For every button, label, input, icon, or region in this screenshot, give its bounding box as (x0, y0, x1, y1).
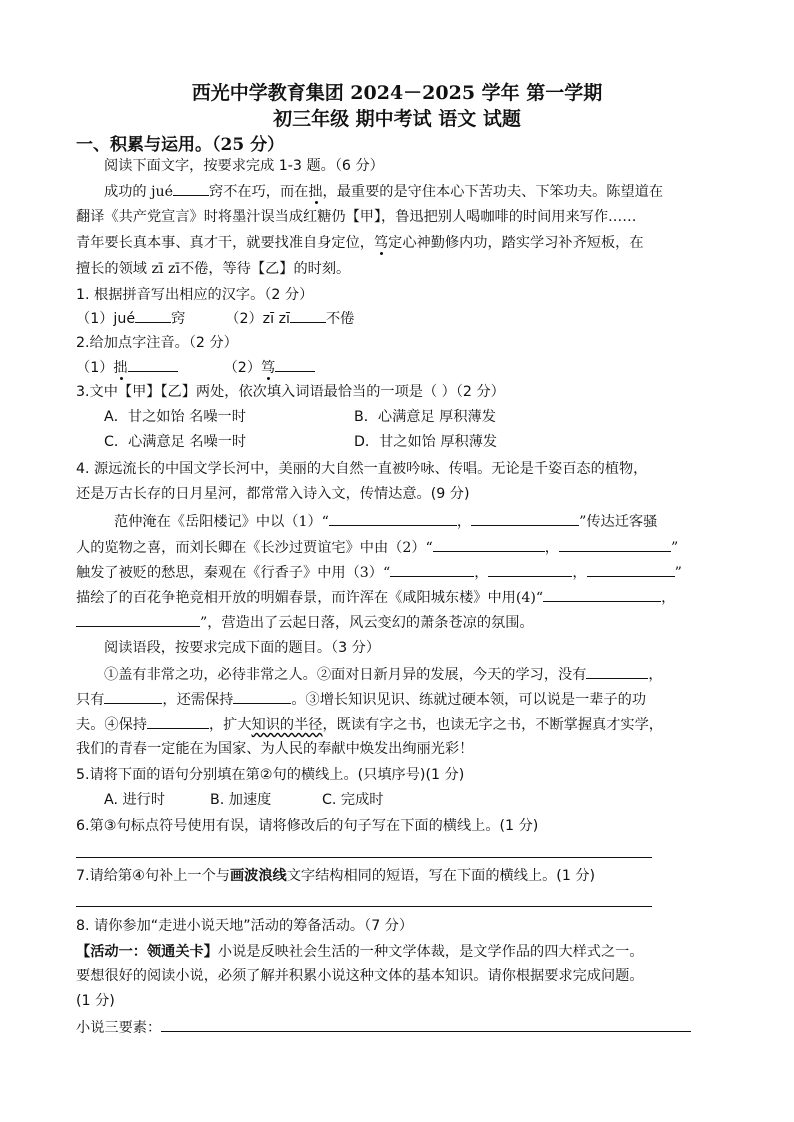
q3-option-d[interactable]: D．甘之如饴 厚积薄发 (354, 434, 498, 450)
answer-blank[interactable] (147, 714, 209, 729)
answer-blank[interactable] (161, 1017, 691, 1032)
q8-answer-row (76, 1017, 691, 1038)
q3-option-a[interactable]: A．甘之如饴 名噪一时 (104, 409, 246, 425)
answer-blank[interactable] (586, 664, 648, 679)
answer-blank[interactable] (433, 537, 545, 552)
text-run: ， (648, 667, 663, 683)
q2-stem: 2.给加点字注音。（2 分） (76, 335, 238, 351)
answer-blank[interactable] (559, 537, 671, 552)
answer-label: 小说三要素： (76, 1020, 162, 1036)
dotted-char: 笃 (261, 360, 276, 376)
dotted-char: 拙 (113, 360, 128, 376)
q8-stem: 8. 请你参加“走进小说天地”活动的筹备活动。（7 分） (76, 918, 414, 934)
answer-blank[interactable] (173, 181, 209, 196)
text-run: 。③增长知识见识、练就过硬本领，可以说是一辈子的功 (291, 692, 647, 708)
text-run: ，扩大 (208, 717, 252, 733)
answer-blank[interactable] (390, 562, 474, 577)
text-run: 窍不在巧，而在 (209, 184, 309, 200)
q5-option-c[interactable]: C. 完成时 (322, 792, 384, 808)
text-run: 描绘了的百花争艳竞相开放的明媚春景，而许浑在《咸阳城东楼》中用(4)“ (76, 590, 544, 606)
q1-answers (76, 308, 354, 329)
answer-blank[interactable] (543, 587, 661, 602)
passage1-line (76, 233, 644, 253)
text-run: 文字结构相同的短语，写在下面的横线上。(1 分) (286, 868, 596, 884)
text-run: ， (474, 565, 489, 581)
q5-option-a[interactable]: A. 进行时 (104, 792, 166, 808)
q4-line (114, 511, 657, 532)
answer-blank[interactable] (471, 511, 579, 526)
text-run: ” (674, 565, 682, 581)
q3-option-c[interactable]: C．心满意足 名噪一时 (104, 434, 247, 450)
text-run: 不倦 (325, 311, 355, 327)
passage2-line (76, 689, 646, 710)
q4-line (76, 612, 534, 633)
text-run: （2）zī zī (225, 311, 290, 327)
answer-blank[interactable] (128, 357, 178, 372)
answer-blank[interactable] (233, 689, 291, 704)
bold-term: 画波浪线 (229, 868, 287, 884)
passage1-line: 擅长的领域 zī zī不倦，等待【乙】的时刻。 (76, 261, 351, 277)
q7-stem (76, 866, 595, 886)
answer-blank[interactable] (275, 357, 315, 372)
exam-title-line2: 初三年级 期中考试 语文 试题 (273, 108, 521, 130)
q6-stem: 6.第③句标点符号使用有误，请将修改后的句子写在下面的横线上。(1 分) (76, 818, 539, 834)
text-run: ， (544, 540, 559, 556)
q6-answer-line[interactable] (76, 857, 652, 858)
text-run: 触发了被贬的愁思，秦观在《行香子》中用（3）“ (76, 565, 391, 581)
passage1-line: 翻译《共产党宣言》时将墨汁误当成红糖仍【甲】，鲁迅把别人喝咖啡的时间用来写作…… (76, 209, 637, 225)
q4-line (76, 562, 682, 583)
q3-stem: 3.文中【甲】【乙】两处，依次填入词语最恰当的一项是（ ）（2 分） (76, 384, 505, 400)
text-run: 人的览物之喜，而刘长卿在《长沙过贾谊宅》中由（2）“ (76, 540, 433, 556)
passage1-line (104, 181, 663, 202)
text-run: 只有 (76, 692, 105, 708)
dotted-char: 笃 (373, 235, 389, 251)
text-run: ”，营造出了云起日落，风云变幻的萧条苍凉的氛围。 (200, 615, 534, 631)
text-run: （1）jué (76, 311, 136, 327)
q5-stem: 5.请将下面的语句分别填在第②句的横线上。(只填序号)(1 分) (76, 767, 465, 783)
section-heading: 一、积累与运用。（25 分） (76, 135, 285, 155)
text-run: ，最重要的是守住本心下苦功夫、下笨功夫。陈望道在 (322, 184, 664, 200)
answer-blank[interactable] (135, 308, 171, 323)
text-run: 青年要长真本事、真才干，就要找准自身定位， (76, 235, 374, 251)
passage2-intro: 阅读语段，按要求完成下面的题目。（3 分） (104, 640, 381, 656)
q4-stem: 还是万古长存的日月星河，都常常入诗入文，传情达意。(9 分) (76, 486, 470, 502)
text-run: ， (661, 590, 676, 606)
exam-title-line1: 西光中学教育集团 2024－2025 学年 第一学期 (191, 82, 603, 104)
answer-blank[interactable] (104, 689, 162, 704)
text-run: 定心神勤修内功，踏实学习补齐短板，在 (388, 235, 644, 251)
activity-label: 【活动一：领通关卡】 (76, 944, 218, 960)
answer-blank[interactable] (329, 511, 457, 526)
q7-answer-line[interactable] (76, 906, 652, 907)
q4-stem: 4. 源远流长的中国文学长河中，美丽的大自然一直被吟咏、传唱。无论是千姿百态的植物， (76, 461, 648, 477)
q8-activity-line: (1 分) (76, 993, 115, 1009)
text-run: ，既读有字之书，也读无字之书，不断掌握真才实学， (322, 717, 663, 733)
answer-blank[interactable] (587, 562, 675, 577)
text-run: ，还需保持 (162, 692, 234, 708)
text-run: ”传达迁客骚 (579, 514, 658, 530)
text-run: ， (456, 514, 472, 530)
text-run: 成功的 jué (104, 184, 174, 200)
wavy-underlined-phrase: 知识的半径 (251, 717, 323, 733)
q2-answers (76, 357, 315, 378)
q3-option-b[interactable]: B．心满意足 厚积薄发 (354, 409, 496, 425)
q8-activity-line: 要想很好的阅读小说，必须了解并积累小说这种文体的基本知识。请你根据要求完成问题。 (76, 968, 644, 984)
text-run: ①盖有非常之功，必待非常之人。②面对日新月异的发展，今天的学习，没有 (104, 667, 587, 683)
answer-blank[interactable] (76, 612, 200, 627)
answer-blank[interactable] (290, 308, 326, 323)
q1-stem: 1. 根据拼音写出相应的汉字。（2 分） (76, 287, 314, 303)
passage2-line (104, 664, 663, 685)
text-run: （1） (76, 360, 114, 376)
q5-option-b[interactable]: B. 加速度 (210, 792, 272, 808)
passage1-intro: 阅读下面文字，按要求完成 1-3 题。（6 分） (104, 158, 384, 174)
text-run: 7.请给第④句补上一个与 (76, 868, 230, 884)
passage2-line: 我们的青春一定能在为国家、为人民的奉献中焕发出绚丽光彩！ (76, 741, 474, 757)
q8-activity-line (76, 942, 644, 962)
text-run: 范仲淹在《岳阳楼记》中以（1）“ (114, 514, 329, 530)
q4-line (76, 537, 678, 558)
dotted-char: 拙 (308, 184, 323, 200)
text-run: 夫。④保持 (76, 717, 147, 733)
text-run: （2） (223, 360, 262, 376)
passage2-line (76, 714, 663, 735)
text-run: 小说是反映社会生活的一种文学体裁，是文学作品的四大样式之一。 (217, 944, 644, 960)
text-run: ” (671, 540, 679, 556)
text-run: ， (572, 565, 587, 581)
q4-line (76, 587, 675, 608)
text-run: 窍 (171, 311, 186, 327)
answer-blank[interactable] (488, 562, 572, 577)
